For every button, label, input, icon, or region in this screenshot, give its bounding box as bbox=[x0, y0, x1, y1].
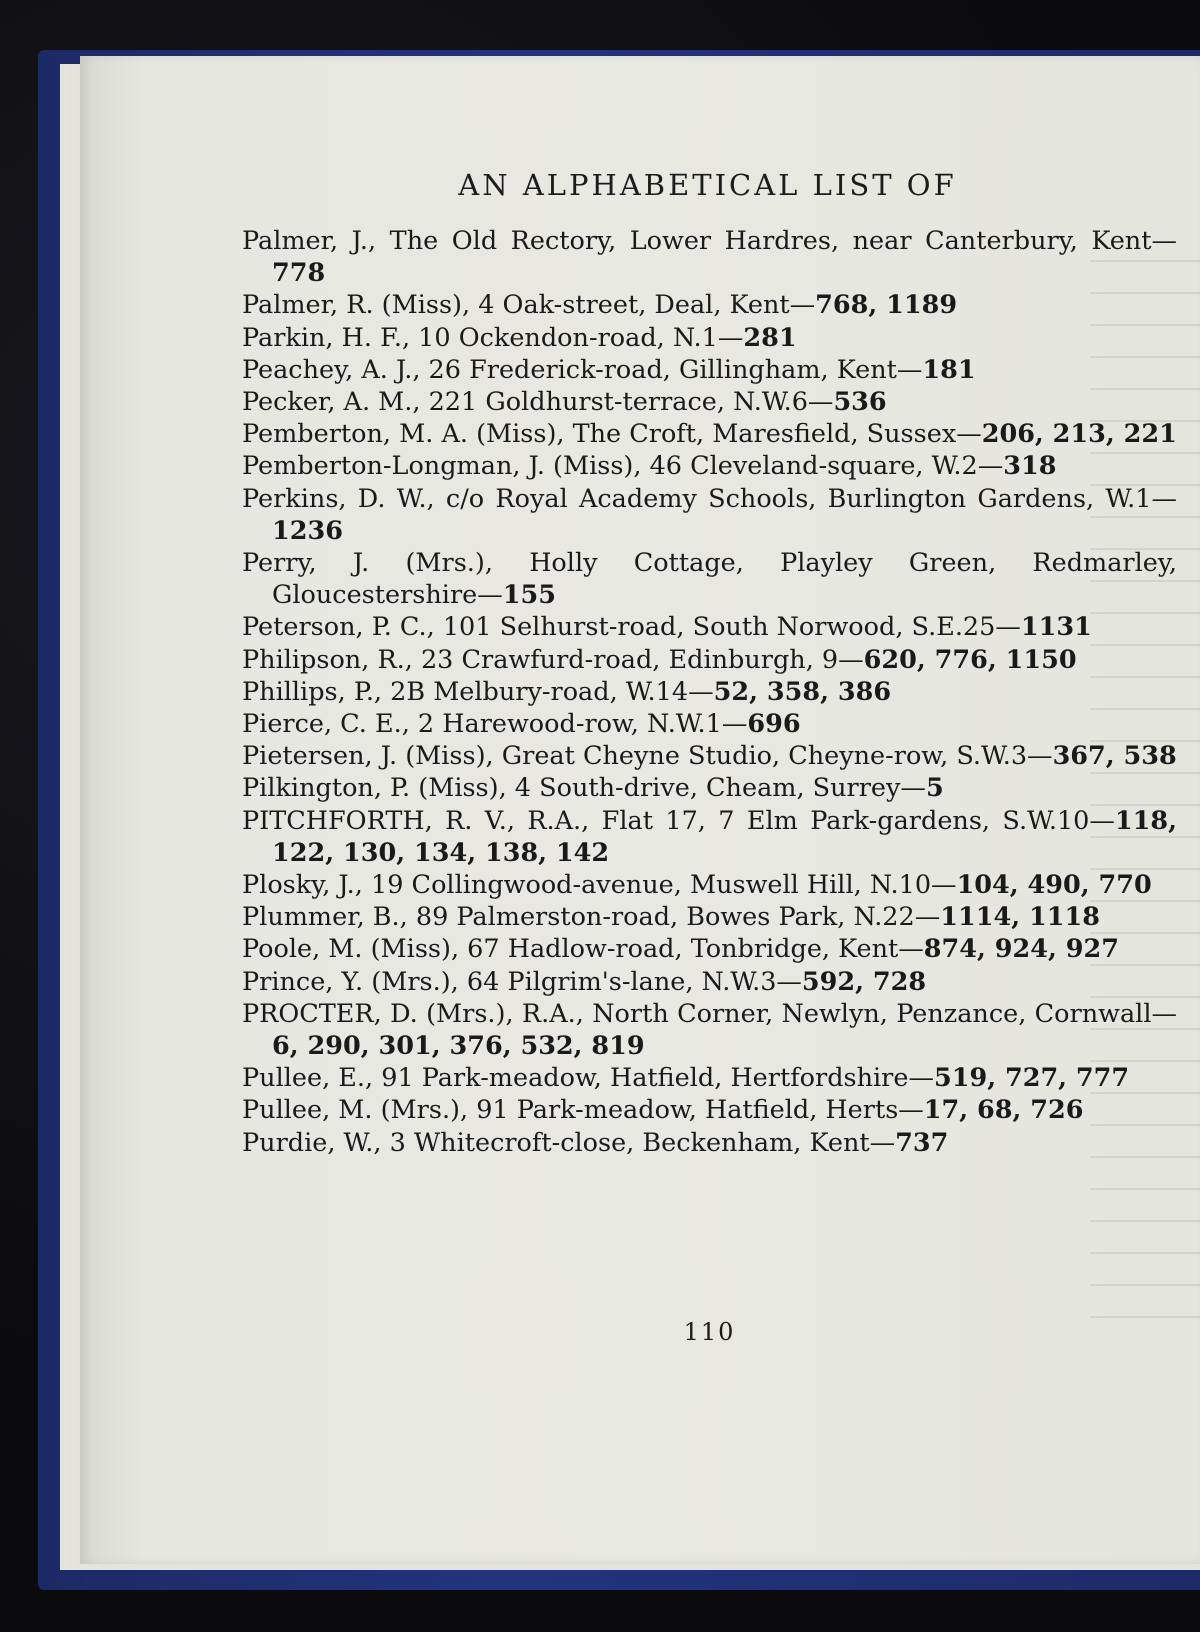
entry-name: Parkin, H. F. bbox=[242, 322, 402, 353]
page-heading: AN ALPHABETICAL LIST OF bbox=[458, 168, 957, 202]
entry-address: , 4 South-drive, Cheam, Surrey— bbox=[498, 773, 926, 804]
entry-name: Plosky, J. bbox=[242, 870, 355, 901]
list-item bbox=[242, 869, 1177, 901]
entry-address: , North Corner, Newlyn, Penzance, Cornwall— bbox=[575, 998, 1177, 1029]
entry-pages: 318 bbox=[1003, 451, 1057, 482]
entry-address: , 46 Cleveland-square, W.2— bbox=[633, 451, 1004, 482]
entry-name: Pietersen, J. (Miss) bbox=[242, 741, 486, 772]
entry-pages: 104, 490, 770 bbox=[956, 870, 1152, 901]
entry-pages: 536 bbox=[833, 387, 887, 418]
entry-pages: 592, 728 bbox=[801, 966, 927, 997]
entry-pages: 874, 924, 927 bbox=[923, 934, 1119, 965]
entry-name: Peachey, A. J. bbox=[242, 354, 413, 385]
entry-name: Palmer, J. bbox=[242, 226, 369, 256]
entry-address: , 101 Selhurst-road, South Norwood, S.E.25— bbox=[426, 612, 1021, 643]
entry-pages: 17, 68, 726 bbox=[923, 1095, 1084, 1126]
entry-address: , 4 Oak-street, Deal, Kent— bbox=[462, 290, 816, 321]
entry-address: , Great Cheyne Studio, Cheyne-row, S.W.3— bbox=[485, 741, 1053, 772]
entry-name: Pullee, M. (Mrs.) bbox=[242, 1095, 460, 1126]
entry-name: Palmer, R. (Miss) bbox=[242, 290, 462, 321]
list-item bbox=[242, 708, 1177, 740]
entry-name: Pecker, A. M. bbox=[242, 387, 413, 418]
entry-address: , 10 Ockendon-road, N.1— bbox=[401, 322, 744, 353]
entry-pages: 281 bbox=[743, 322, 797, 353]
list-item bbox=[242, 901, 1177, 933]
entry-address: , Flat 17, 7 Elm Park-gardens, S.W.10— bbox=[581, 805, 1115, 836]
page-number: 110 bbox=[683, 1318, 736, 1346]
entry-pages: 620, 776, 1150 bbox=[863, 644, 1077, 675]
entry-name: Poole, M. (Miss) bbox=[242, 934, 451, 965]
list-item bbox=[242, 450, 1177, 482]
entry-pages: 1131 bbox=[1020, 612, 1092, 643]
entry-pages: 768, 1189 bbox=[815, 290, 958, 321]
entry-address: , 23 Crawfurd-road, Edinburgh, 9— bbox=[404, 644, 864, 675]
entry-name: PITCHFORTH, R. V., R.A. bbox=[242, 805, 582, 836]
entry-pages: 778 bbox=[272, 258, 326, 289]
entry-name: Perry, J. (Mrs.) bbox=[242, 548, 485, 579]
entry-address: , Holly Cottage, Playley Green, Redmarley, Gloucestershire— bbox=[272, 548, 1177, 611]
entry-address: , 64 Pilgrim's-lane, N.W.3— bbox=[450, 966, 802, 997]
list-item bbox=[242, 483, 1177, 547]
entry-name: Pullee, E. bbox=[242, 1063, 366, 1094]
list-item bbox=[242, 225, 1177, 289]
list-item bbox=[242, 1094, 1177, 1126]
list-item bbox=[242, 998, 1177, 1062]
entry-address: , The Old Rectory, Lower Hardres, near Canterbury, Kent— bbox=[368, 226, 1177, 256]
entry-address: , 91 Park-meadow, Hatfield, Hertfordshire— bbox=[365, 1063, 934, 1094]
entry-pages: 206, 213, 221 bbox=[981, 419, 1177, 450]
entry-pages: 519, 727, 777 bbox=[933, 1063, 1130, 1094]
entry-pages: 5 bbox=[925, 773, 944, 804]
list-item bbox=[242, 418, 1177, 450]
entry-address: , 89 Palmerston-road, Bowes Park, N.22— bbox=[399, 902, 941, 933]
list-item bbox=[242, 933, 1177, 965]
entry-name: Purdie, W. bbox=[242, 1127, 374, 1158]
list-item bbox=[242, 772, 1177, 804]
entry-name: Perkins, D. W. bbox=[242, 483, 427, 514]
entry-address: , c/o Royal Academy Schools, Burlington Gardens, W.1— bbox=[426, 483, 1177, 514]
entry-name: PROCTER, D. (Mrs.), R.A. bbox=[242, 998, 576, 1029]
entry-pages: 6, 290, 301, 376, 532, 819 bbox=[272, 1031, 645, 1062]
list-item bbox=[242, 966, 1177, 998]
entry-address: , The Croft, Maresfield, Sussex— bbox=[556, 419, 982, 450]
entry-name: Pilkington, P. (Miss) bbox=[242, 773, 499, 804]
entry-name: Pemberton-Longman, J. (Miss) bbox=[242, 451, 634, 482]
list-item bbox=[242, 740, 1177, 772]
list-item bbox=[242, 386, 1177, 418]
entry-address: , 19 Collingwood-avenue, Muswell Hill, N.10— bbox=[354, 870, 957, 901]
entry-name: Peterson, P. C. bbox=[242, 612, 427, 643]
entry-address: , 221 Goldhurst-terrace, N.W.6— bbox=[412, 387, 834, 418]
list-item bbox=[242, 547, 1177, 611]
entry-address: , 67 Hadlow-road, Tonbridge, Kent— bbox=[450, 934, 924, 965]
entry-list bbox=[242, 225, 1177, 1159]
list-item bbox=[242, 805, 1177, 869]
entry-pages: 737 bbox=[895, 1127, 949, 1158]
entry-address: , 2 Harewood-row, N.W.1— bbox=[401, 709, 748, 740]
entry-name: Philipson, R. bbox=[242, 644, 405, 675]
list-item bbox=[242, 289, 1177, 321]
entry-address: , 3 Whitecroft-close, Beckenham, Kent— bbox=[373, 1127, 896, 1158]
entry-name: Prince, Y. (Mrs.) bbox=[242, 966, 451, 997]
entry-pages: 52, 358, 386 bbox=[713, 676, 892, 707]
entry-name: Plummer, B. bbox=[242, 902, 400, 933]
entry-pages: 696 bbox=[747, 709, 801, 740]
list-item bbox=[242, 1062, 1177, 1094]
list-item bbox=[242, 611, 1177, 643]
entry-name: Pemberton, M. A. (Miss) bbox=[242, 419, 557, 450]
list-item bbox=[242, 676, 1177, 708]
list-item bbox=[242, 644, 1177, 676]
entry-address: , 91 Park-meadow, Hatfield, Herts— bbox=[460, 1095, 924, 1126]
entry-pages: 1114, 1118 bbox=[940, 902, 1100, 933]
list-item bbox=[242, 1127, 1177, 1159]
entry-pages: 118, 122, 130, 134, 138, 142 bbox=[272, 805, 1177, 868]
entry-pages: 155 bbox=[502, 580, 556, 611]
entry-pages: 367, 538 bbox=[1052, 741, 1177, 772]
list-item bbox=[242, 354, 1177, 386]
entry-address: , 2B Melbury-road, W.14— bbox=[373, 676, 714, 707]
entry-name: Phillips, P. bbox=[242, 676, 374, 707]
entry-pages: 1236 bbox=[272, 515, 343, 546]
entry-name: Pierce, C. E. bbox=[242, 709, 402, 740]
entry-address: , 26 Frederick-road, Gillingham, Kent— bbox=[412, 354, 923, 385]
entry-pages: 181 bbox=[922, 354, 976, 385]
list-item bbox=[242, 322, 1177, 354]
